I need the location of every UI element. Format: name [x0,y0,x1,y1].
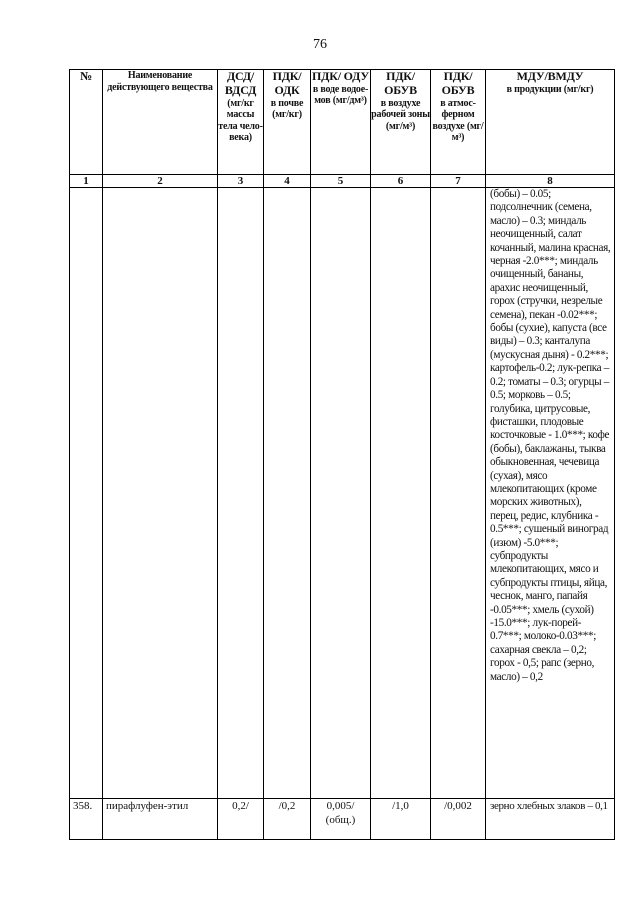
pdk-water-value: 0,005/ (общ.) [311,799,371,840]
substance-name: пирафлуфен-этил [103,799,218,840]
column-number: 8 [486,175,615,188]
page-number: 76 [313,37,327,52]
dsd-value: 0,2/ [218,799,264,840]
header-dsd: ДСД/ ВДСД (мг/кг массы тела чело-века) [218,70,264,175]
table-row [70,799,615,840]
header-row [70,70,615,175]
mdu-value: зерно хлебных злаков – 0,1 [486,799,615,840]
column-number: 6 [371,175,431,188]
column-number: 3 [218,175,264,188]
pdk-atm-air-value: /0,002 [431,799,486,840]
pesticide-table [69,69,615,840]
column-number: 1 [70,175,103,188]
header-substance-name: Наименование действующего вещества [103,70,218,175]
column-number: 4 [264,175,311,188]
header-mdu: МДУ/ВМДУ в продукции (мг/кг) [486,70,615,175]
column-number: 7 [431,175,486,188]
pdk-soil-value: /0,2 [264,799,311,840]
header-number: № [70,70,103,175]
header-pdk-atm-air: ПДК/ ОБУВ в атмос-ферном воздухе (мг/м³) [431,70,486,175]
header-pdk-water: ПДК/ ОДУ в воде водое-мов (мг/дм³) [311,70,371,175]
column-number: 2 [103,175,218,188]
row-number: 358. [70,799,103,840]
column-number-row [70,175,615,188]
continuation-row [70,188,615,799]
header-pdk-work-air: ПДК/ ОБУВ в воздухе рабочей зоны (мг/м³) [371,70,431,175]
column-number: 5 [311,175,371,188]
pdk-work-air-value: /1,0 [371,799,431,840]
mdu-continuation-text: (бобы) – 0.05; подсолнечник (семена, масло) – 0.3; миндаль неочищенный, салат кочанный, малина красная, черная -2.0***; миндаль очищенный, бананы, арахис неочищенный, горох (стручки, незрелые семена), пекан -0.02***; бобы (сухие), капуста (все виды) – 0.3; канталупа (мускусная дыня) - 0.2***; картофель-0.2; лук-репка – 0.2; томаты – 0.3; огурцы – 0.5; морковь – 0.5; голубика, цитрусовые, фисташки, плодовые косточковые - 1.0***; кофе (бобы), баклажаны, тыква обыкновенная, чечевица (сухая), мясо млекопитающих (кроме морских животных), перец, редис, клубника - 0.5***; сушеный виноград (изюм) -5.0***; субпродукты млекопитающих, мясо и субпродукты птицы, яйца, чеснок, манго, папайя -0.05***; хмель (сухой) -15.0***; лук-порей- 0.7***; молоко-0.03***; сахарная свекла – 0,2; горох - 0,5; рапс (зерно, масло) – 0,2 [486,188,615,799]
header-pdk-soil: ПДК/ ОДК в почве (мг/кг) [264,70,311,175]
